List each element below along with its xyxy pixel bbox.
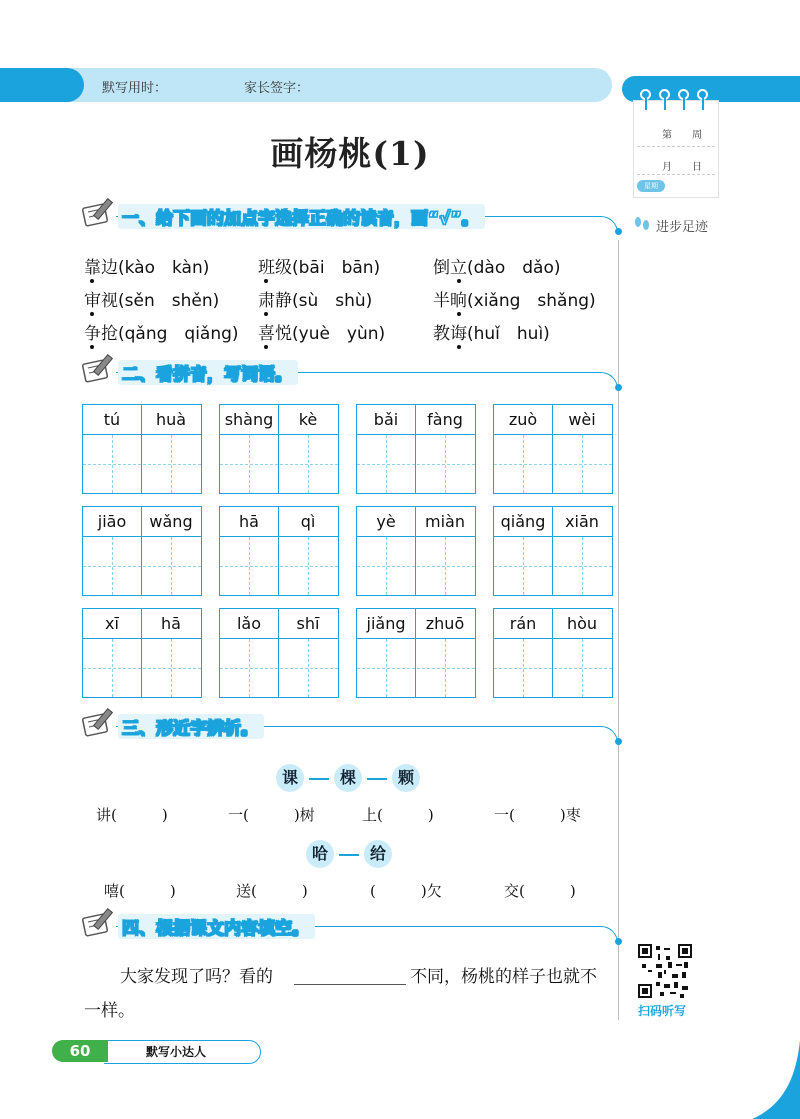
ring-line: [683, 96, 685, 110]
char-chip: 棵: [334, 764, 362, 792]
pinyin-box[interactable]: [219, 608, 339, 698]
section-2-title: 二、看拼音，写词语。: [118, 360, 298, 385]
pinyin-label: huà: [155, 410, 187, 429]
word-item: 靠边(kào kàn): [84, 258, 210, 278]
pencil-paper-icon: [80, 706, 120, 740]
emphasis-dot: [90, 345, 94, 349]
fill-blank[interactable]: 上( ): [362, 806, 434, 824]
section-3-title: 三、形近字辨析。: [118, 714, 264, 739]
dictation-time-label: 默写用时：: [102, 81, 168, 96]
pinyin-label: rán: [509, 614, 537, 633]
passage-text-before: 大家发现了吗？看的: [120, 967, 273, 987]
pinyin-box[interactable]: [356, 608, 476, 698]
pinyin-label: xiān: [565, 512, 599, 531]
pinyin-label: hā: [239, 512, 259, 531]
word-item: 争抢(qǎng qiǎng): [84, 324, 239, 344]
section-4-title: 四、根据课文内容填空。: [118, 914, 315, 939]
page-corner-decoration: [752, 1040, 800, 1119]
pinyin-label: tú: [103, 410, 121, 429]
fill-blank[interactable]: 送( ): [236, 882, 308, 900]
word-item: 班级(bāi bān): [258, 258, 381, 278]
passage-text-line2: 一样。: [84, 1001, 135, 1021]
pinyin-label: jiǎng: [366, 614, 406, 633]
qr-caption: 扫码听写: [638, 1004, 687, 1018]
header-tab: [0, 68, 84, 102]
ring-line: [645, 96, 647, 110]
pinyin-label: shī: [296, 614, 320, 633]
connector: [309, 778, 329, 780]
ring-line: [702, 96, 704, 110]
qr-code-icon[interactable]: [638, 944, 692, 998]
word-item: 肃静(sù shù): [258, 291, 373, 311]
word-item: 喜悦(yuè yùn): [258, 324, 386, 344]
pinyin-label: xī: [105, 614, 119, 633]
pinyin-label: zhuō: [425, 614, 465, 633]
page-number: 60: [52, 1040, 108, 1062]
emphasis-dot: [90, 279, 94, 283]
char-chip: 给: [364, 840, 392, 868]
pencil-paper-icon: [80, 196, 120, 230]
pinyin-box[interactable]: [356, 404, 476, 494]
fill-blank[interactable]: ( )欠: [370, 882, 442, 900]
pinyin-label: wèi: [568, 410, 596, 429]
emphasis-dot: [457, 345, 461, 349]
pinyin-label: jiāo: [97, 512, 127, 531]
calendar-date: 月 日: [662, 162, 702, 173]
pinyin-box[interactable]: [82, 404, 202, 494]
word-item: 审视(sěn shěn): [84, 291, 220, 311]
char-chip: 哈: [306, 840, 334, 868]
passage-text-after: 不同，杨桃的样子也就不: [410, 967, 597, 987]
pinyin-box[interactable]: [493, 506, 613, 596]
pinyin-box[interactable]: [82, 506, 202, 596]
section-3-header: [86, 712, 618, 742]
answer-blank[interactable]: [294, 984, 406, 985]
pinyin-label: bǎi: [373, 410, 399, 429]
fill-blank[interactable]: 一( )枣: [494, 806, 581, 824]
emphasis-dot: [264, 279, 268, 283]
word-item: 倒立(dào dǎo): [433, 258, 561, 278]
pinyin-label: miàn: [425, 512, 465, 531]
pencil-paper-icon: [80, 352, 120, 386]
section-4-header: [86, 912, 618, 942]
parent-signature-label: 家长签字：: [244, 81, 310, 96]
ring-line: [664, 96, 666, 110]
pinyin-label: shàng: [224, 410, 274, 429]
pinyin-label: wǎng: [149, 512, 193, 531]
pinyin-box[interactable]: [219, 404, 339, 494]
emphasis-dot: [264, 345, 268, 349]
section-1-title: 一、给下面的加点字选择正确的读音，画“√”。: [118, 204, 485, 229]
page-title: 画杨桃(1): [270, 134, 430, 173]
pinyin-label: kè: [298, 410, 318, 429]
emphasis-dot: [457, 312, 461, 316]
section-2-header: [86, 358, 618, 388]
pinyin-label: qì: [300, 512, 316, 531]
connector: [339, 854, 359, 856]
fill-blank[interactable]: 嘻( ): [104, 882, 176, 900]
calendar-week: 第 周: [662, 130, 702, 141]
pinyin-label: yè: [376, 512, 396, 531]
series-name: 默写小达人: [146, 1045, 207, 1059]
pencil-paper-icon: [80, 906, 120, 940]
pinyin-label: lǎo: [236, 614, 262, 633]
pinyin-box[interactable]: [356, 506, 476, 596]
progress-label: 进步足迹: [656, 220, 709, 235]
emphasis-dot: [457, 279, 461, 283]
section-1-header: [86, 202, 618, 232]
emphasis-dot: [264, 312, 268, 316]
word-item: 教诲(huǐ huì): [433, 324, 550, 344]
pinyin-box[interactable]: [82, 608, 202, 698]
pinyin-label: zuò: [508, 410, 538, 429]
emphasis-dot: [90, 312, 94, 316]
pinyin-box[interactable]: [493, 404, 613, 494]
footprint-icon: [632, 214, 652, 234]
word-item: 半晌(xiǎng shǎng): [433, 291, 596, 311]
fill-blank[interactable]: 一( )树: [228, 806, 315, 824]
fill-blank[interactable]: 讲( ): [96, 806, 168, 824]
char-chip: 颗: [392, 764, 420, 792]
pinyin-label: qiǎng: [500, 512, 546, 531]
side-divider: [618, 240, 619, 1020]
pinyin-label: hā: [161, 614, 181, 633]
pinyin-label: hòu: [566, 614, 598, 633]
char-chip: 课: [276, 764, 304, 792]
fill-blank[interactable]: 交( ): [504, 882, 576, 900]
pinyin-box[interactable]: [493, 608, 613, 698]
connector: [367, 778, 387, 780]
pinyin-box[interactable]: [219, 506, 339, 596]
pinyin-label: fàng: [427, 410, 463, 429]
weekday-badge: 星期: [637, 180, 665, 192]
